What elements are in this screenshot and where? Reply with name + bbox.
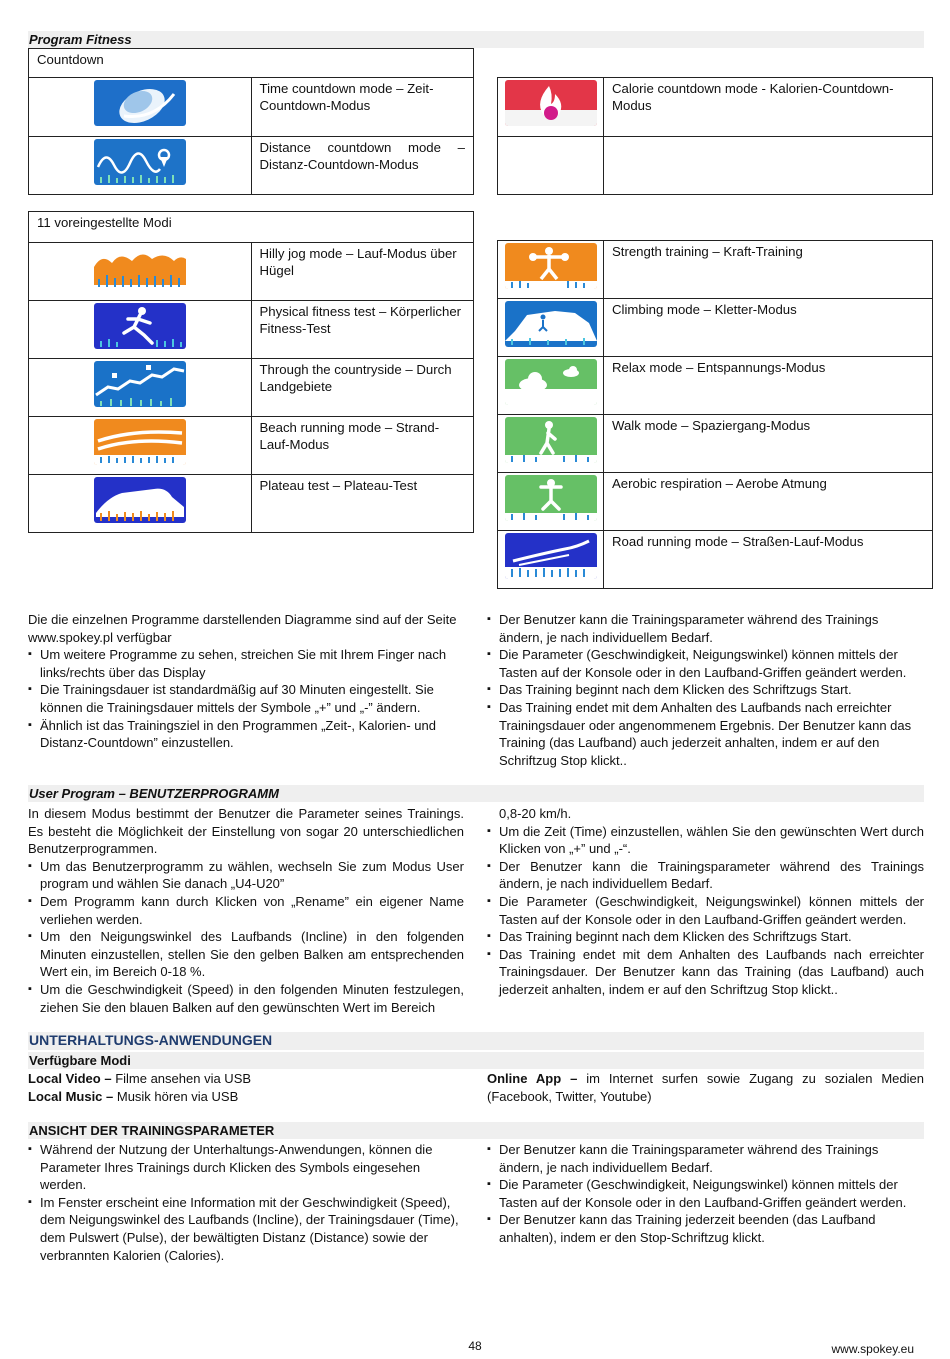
climber-icon	[505, 301, 597, 347]
online-app-term: Online App –	[487, 1071, 578, 1086]
mode-label: Through the countryside – Durch Landgebiete	[251, 359, 474, 417]
bullet-item: ▪ Das Training beginnt nach dem Klicken des Schriftzugs Start.	[487, 681, 925, 699]
bullet-item: ▪ Das Training beginnt nach dem Klicken des Schriftzugs Start.	[487, 928, 924, 946]
online-app-desc: im Internet surfen sowie Zugang zu sozialen Medien (Facebook, Twitter, Youtube)	[487, 1071, 924, 1104]
fitness-text-left	[28, 611, 458, 752]
training-params-left	[28, 1141, 464, 1264]
online-app-mode	[487, 1070, 924, 1105]
preset-table-right	[497, 240, 933, 589]
local-music-desc: Musik hören via USB	[113, 1088, 239, 1104]
bullet-item: ▪ Um die Geschwindigkeit (Speed) in den folgenden Minuten festzulegen, ziehen Sie den blauen Balken auf den gewünschten Wert im Bereich	[28, 981, 464, 1016]
mode-label: Time countdown mode – Zeit-Countdown-Modus	[251, 78, 474, 137]
mode-icon-cell	[29, 137, 252, 195]
plateau-icon	[94, 477, 186, 523]
bullet-item: ▪ Dem Programm kann durch Klicken von „Rename” ein eigener Name verliehen werden.	[28, 893, 464, 928]
local-modes	[28, 1070, 464, 1105]
walker-icon	[505, 417, 597, 463]
mode-icon-cell	[498, 531, 604, 589]
mode-icon-cell	[29, 417, 252, 475]
bullet-item: ▪ Das Training endet mit dem Anhalten des Laufbands nach erreichter Trainingsdauer. Der Benutzer kann das Training (das Laufband) auch jederzeit anhalten, indem er auf den Schriftzug Stop klickt..	[487, 946, 924, 999]
bullet-item: ▪ Der Benutzer kann die Trainingsparameter während des Trainings ändern, je nach individuellem Bedarf.	[487, 1141, 924, 1176]
page-number: 48	[468, 1339, 482, 1353]
mode-label: Plateau test – Plateau-Test	[251, 475, 474, 533]
mode-icon-cell	[498, 473, 604, 531]
mode-label: Calorie countdown mode - Kalorien-Countdown-Modus	[604, 78, 933, 137]
training-params-right	[487, 1141, 924, 1247]
mode-label: Aerobic respiration – Aerobe Atmung	[604, 473, 933, 531]
bullet-item: ▪ Um den Neigungswinkel des Laufbands (Incline) in den folgenden Minuten einzustellen, stellen Sie den gelben Balken am entsprechenden Wert ein, im Bereich 0-18 %.	[28, 928, 464, 981]
preset-header: 11 voreingestellte Modi	[29, 212, 474, 243]
mode-label: Relax mode – Entspannungs-Modus	[604, 357, 933, 415]
mode-label: Climbing mode – Kletter-Modus	[604, 299, 933, 357]
fitness-intro: Die die einzelnen Programme darstellenden Diagramme sind auf der Seite www.spokey.pl verfügbar	[28, 612, 457, 645]
empty-label	[604, 137, 933, 195]
bullet-item: ▪ Um die Zeit (Time) einzustellen, wählen Sie den gewünschten Wert durch Klicken von „+” und „-“.	[487, 823, 924, 858]
user-program-text-left	[28, 805, 464, 1016]
cloud-relax-icon	[505, 359, 597, 405]
weightlifter-icon	[505, 243, 597, 289]
section-title-user-program: User Program – BENUTZERPROGRAMM	[28, 785, 924, 802]
beach-waves-icon	[94, 419, 186, 465]
bullet-item: ▪ Während der Nutzung der Unterhaltungs-Anwendungen, können die Parameter Ihres Trainings durch Klicken des Symbols eingesehen werden.	[28, 1141, 464, 1194]
available-modes-subtitle: Verfügbare Modi	[28, 1052, 924, 1069]
bullet-item: ▪ Ähnlich ist das Trainingsziel in den Programmen „Zeit-, Kalorien- und Distanz-Countdown” einzustellen.	[28, 717, 458, 752]
mode-label: Distance countdown mode – Distanz-Countdown-Modus	[251, 137, 474, 195]
preset-table-left	[28, 211, 474, 533]
distance-route-icon	[94, 139, 186, 185]
fitness-text-right	[487, 611, 925, 769]
mode-label: Walk mode – Spaziergang-Modus	[604, 415, 933, 473]
road-icon	[505, 533, 597, 579]
bullet-item: ▪ Um das Benutzerprogramm zu wählen, wechseln Sie zum Modus User program und wählen Sie danach „U4-U20”	[28, 858, 464, 893]
sprinter-icon	[94, 303, 186, 349]
speed-range-continued: 0,8-20 km/h.	[499, 806, 572, 821]
mode-icon-cell	[29, 243, 252, 301]
mode-icon-cell	[498, 299, 604, 357]
bullet-item: ▪ Das Training endet mit dem Anhalten des Laufbands nach erreichter Trainingsdauer oder angenommenem Ergebnis. Der Benutzer kann das Training (das Laufband) auch jederzeit anhalten, indem er auf den Schriftzug Stop klickt..	[487, 699, 925, 769]
local-video-term: Local Video –	[28, 1071, 112, 1086]
countdown-table-left	[28, 48, 474, 195]
mode-label: Hilly jog mode – Lauf-Modus über Hügel	[251, 243, 474, 301]
mode-label: Beach running mode – Strand-Lauf-Modus	[251, 417, 474, 475]
local-video-desc: Filme ansehen via USB	[111, 1071, 252, 1086]
flame-icon	[505, 80, 597, 126]
section-title-entertainment: UNTERHALTUNGS-ANWENDUNGEN	[28, 1032, 924, 1050]
local-music-term: Local Music –	[28, 1088, 114, 1104]
mode-label: Road running mode – Straßen-Lauf-Modus	[604, 531, 933, 589]
bullet-item: ▪ Die Parameter (Geschwindigkeit, Neigungswinkel) können mittels der Tasten auf der Konsole oder in den Laufband-Griffen geändert werden.	[487, 893, 924, 928]
bullet-item: ▪ Im Fenster erscheint eine Information mit der Geschwindigkeit (Speed), dem Neigungswinkel des Laufbands (Incline), der Trainingsdauer (Time), dem Pulswert (Pulse), der bewältigten Distanz (Distance) sowie der verbrannten Kalorien (Calories).	[28, 1194, 464, 1264]
countdown-table-right	[497, 77, 933, 195]
local-music-line	[28, 1088, 464, 1106]
bullet-item: ▪ Der Benutzer kann das Training jederzeit beenden (das Laufband anhalten), indem er den Stop-Schriftzug klickt.	[487, 1211, 924, 1246]
section-title-training-params: ANSICHT DER TRAININGSPARAMETER	[28, 1122, 924, 1139]
user-program-text-right	[487, 805, 924, 999]
stopwatch-icon	[94, 80, 186, 126]
mode-icon-cell	[29, 78, 252, 137]
empty-icon-cell	[498, 137, 604, 195]
mode-label: Physical fitness test – Körperlicher Fitness-Test	[251, 301, 474, 359]
mode-icon-cell	[498, 241, 604, 299]
bullet-item: ▪ Die Trainingsdauer ist standardmäßig auf 30 Minuten eingestellt. Sie können die Trainingsdauer mittels der Symbole „+” und „-” ändern.	[28, 681, 458, 716]
section-title-program-fitness: Program Fitness	[28, 31, 924, 48]
mode-icon-cell	[29, 359, 252, 417]
local-video-line	[28, 1070, 464, 1088]
countdown-header: Countdown	[29, 49, 474, 78]
aerobic-figure-icon	[505, 475, 597, 521]
bullet-item: ▪ Um weitere Programme zu sehen, streichen Sie mit Ihrem Finger nach links/rechts über das Display	[28, 646, 458, 681]
mode-icon-cell	[29, 475, 252, 533]
mode-icon-cell	[498, 415, 604, 473]
mode-icon-cell	[498, 78, 604, 137]
footer-website: www.spokey.eu	[831, 1342, 914, 1356]
bullet-item: ▪ Die Parameter (Geschwindigkeit, Neigungswinkel) können mittels der Tasten auf der Konsole oder in den Laufband-Griffen geändert werden.	[487, 1176, 924, 1211]
mode-icon-cell	[498, 357, 604, 415]
bullet-item: ▪ Die Parameter (Geschwindigkeit, Neigungswinkel) können mittels der Tasten auf der Konsole oder in den Laufband-Griffen geändert werden.	[487, 646, 925, 681]
online-app-line	[487, 1070, 924, 1105]
bullet-item: ▪ Der Benutzer kann die Trainingsparameter während des Trainings ändern, je nach individuellem Bedarf.	[487, 611, 925, 646]
user-program-intro: In diesem Modus bestimmt der Benutzer die Parameter seines Trainings. Es besteht die Möglichkeit der Einstellung von sogar 20 unterschiedlichen Benutzerprogrammen.	[28, 806, 464, 857]
hills-icon	[94, 245, 186, 291]
bullet-item: ▪ Der Benutzer kann die Trainingsparameter während des Trainings ändern, je nach individuellem Bedarf.	[487, 858, 924, 893]
mode-icon-cell	[29, 301, 252, 359]
mode-label: Strength training – Kraft-Training	[604, 241, 933, 299]
countryside-steps-icon	[94, 361, 186, 407]
